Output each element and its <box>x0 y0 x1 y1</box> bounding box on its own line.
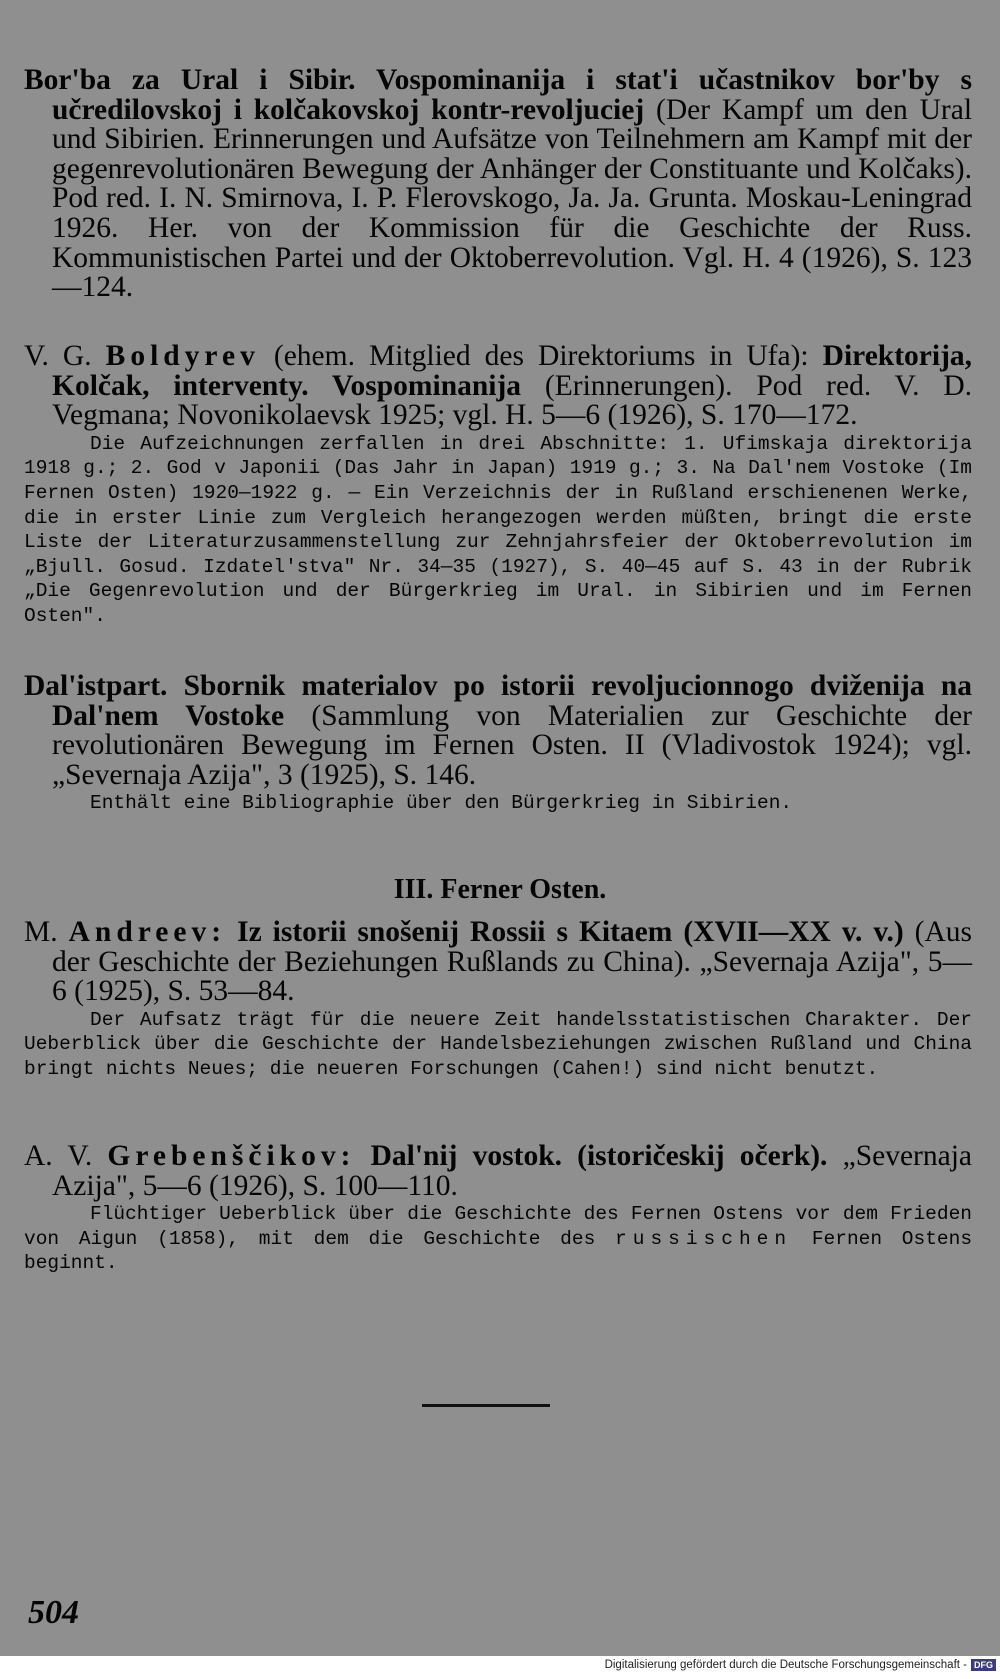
closing-rule <box>422 1404 550 1407</box>
entry-4-prefix: M. <box>24 916 58 948</box>
entry-2-rest: (Erinnerungen). Pod red. V. D. Vegmana; Novonikolaevsk 1925; vgl. H. 5—6 (1926), S. 170—172. <box>52 369 973 432</box>
entry-3-title: Dal'istpart. Sbornik materialov po istorii revoljucionnogo dviženija na Dal'nem Vostoke <box>24 670 972 732</box>
entry-5-rest: „Severnaja Azija", 5—6 (1926), S. 100—110. <box>52 1140 973 1202</box>
entry-5-citation <box>24 1142 972 1201</box>
page-number: 504 <box>28 1594 79 1631</box>
bibliography-entry-5 <box>24 1142 972 1276</box>
entry-4-rest: (Aus der Geschichte der Beziehungen Rußlands zu China). „Severnaja Azija", 5—6 (1925), S. 53—84. <box>52 916 973 1008</box>
entry-5-annotation-lead: Flüchtiger Ueberblick über die Geschichte des Fernen Ostens vor dem Frieden von Aigun (1858), mit dem die Geschichte des <box>24 1203 972 1250</box>
bibliography-entry-3 <box>24 672 972 816</box>
entry-5-prefix: A. V. <box>24 1140 93 1172</box>
entry-3-citation <box>24 672 972 790</box>
digitization-credit <box>605 1659 996 1671</box>
entry-4-citation <box>24 918 972 1007</box>
entry-5-annotation-spaced: russischen <box>615 1227 793 1250</box>
entry-3-rest: (Sammlung von Materialien zur Geschichte der revolutionären Bewegung im Fernen Osten. II (Vladivostok 1924); vgl. „Severnaja Azija", 3 (1925), S. 146. <box>52 699 972 791</box>
entry-1-citation <box>24 66 972 303</box>
entry-4-author: Andreev: <box>68 916 227 948</box>
entry-5-title: Dal'nij vostok. (istoričeskij očerk). <box>370 1140 828 1172</box>
entry-5-annotation <box>24 1202 972 1276</box>
entry-2-prefix: V. G. <box>24 340 92 372</box>
dfg-logo-icon: DFG <box>971 1659 996 1671</box>
entry-5-annotation-tail: Fernen Ostens beginnt. <box>24 1227 973 1275</box>
entry-4-annotation: Der Aufsatz trägt für die neuere Zeit handelsstatistischen Charakter. Der Ueberblick über die Geschichte der Handelsbeziehungen zwischen Rußland und China bringt nichts Neues; die neueren Forschungen (Cahen!) sind nicht benutzt. <box>24 1008 972 1080</box>
entry-3-annotation: Enthält eine Bibliographie über den Bürgerkrieg in Sibirien. <box>90 792 793 815</box>
entry-2-citation <box>24 342 972 431</box>
bibliography-entry-4 <box>24 918 972 1082</box>
entry-5-author: Grebenščikov: <box>107 1140 356 1172</box>
bibliography-entry-2 <box>24 342 972 629</box>
entry-4-title: Iz istorii snošenij Rossii s Kitaem (XVII—XX v. v.) <box>237 916 904 948</box>
entry-2-title: Direktorija, Kolčak, interventy. Vospominanija <box>52 340 973 402</box>
credit-text: Digitalisierung gefördert durch die Deutsche Forschungsgemeinschaft - <box>604 1659 967 1671</box>
entry-1-rest: (Der Kampf um den Ural und Sibirien. Erinnerungen und Aufsätze von Teilnehmern am Kampf mit der gegenrevolutionären Bewegung der Anhänger der Constituante und Kolčaks). Pod red. I. N. Smirnova, I. P. Flerovskogo, Ja. Ja. Grunta. Moskau-Leningrad 1926. Her. von der Kommission für die Geschichte der Russ. Kommunistischen Partei und der Oktoberrevolution. Vgl. H. 4 (1926), S. 123—124. <box>52 93 973 304</box>
entry-1-title: Bor'ba za Ural i Sibir. Vospominanija i stat'i učastnikov bor'by s učredilovskoj i kolčakovskoj kontr-revoljuciej <box>24 64 972 126</box>
entry-2-affiliation: (ehem. Mitglied des Direktoriums in Ufa): <box>273 340 809 372</box>
entry-2-author: Boldyrev <box>105 340 260 372</box>
entry-2-annotation: Die Aufzeichnungen zerfallen in drei Abschnitte: 1. Ufimskaja direktorija 1918 g.; 2. God v Japonii (Das Jahr in Japan) 1919 g.; 3. Na Dal'nem Vostoke (Im Fernen Osten) 1920—1922 g. — Ein Verzeichnis der in Rußland erschienenen Werke, die in erster Linie zum Vergleich herangezogen werden müßten, bringt die erste Liste der Literaturzusammenstellung zur Zehnjahrsfeier der Oktoberrevolution im „Bjull. Gosud. Izdatel'stva" Nr. 34—35 (1927), S. 40—45 auf S. 43 in der Rubrik „Die Gegenrevolution und der Bürgerkrieg im Ural. in Sibirien und im Fernen Osten". <box>24 432 972 627</box>
section-heading: III. Ferner Osten. <box>393 874 607 905</box>
bibliography-entry-1 <box>24 66 972 303</box>
